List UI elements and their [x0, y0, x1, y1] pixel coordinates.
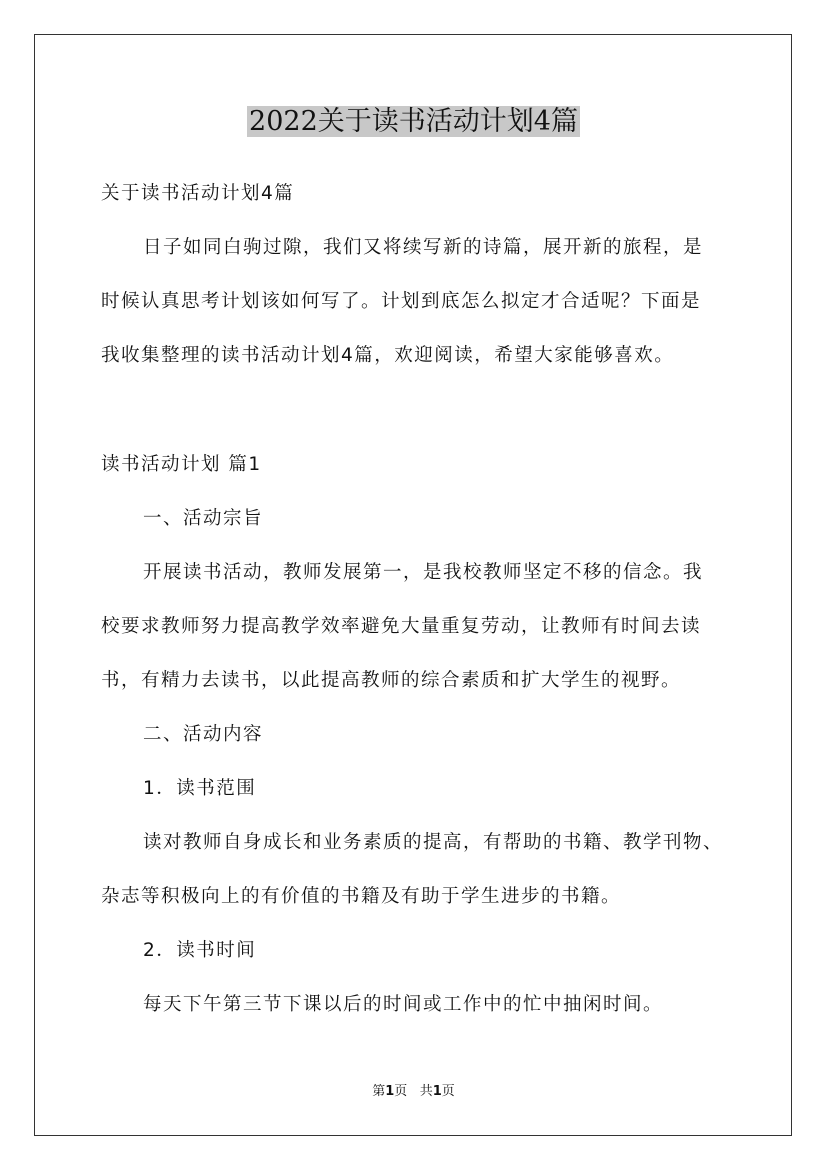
- scope-line-2: 杂志等积极向上的有价值的书籍及有助于学生进步的书籍。: [101, 886, 622, 907]
- purpose-line-3: 书，有精力去读书，以此提高教师的综合素质和扩大学生的视野。: [101, 670, 682, 691]
- total-label-pre: 共: [419, 1084, 433, 1099]
- content-heading: 二、活动内容: [143, 724, 264, 745]
- scope-heading: 1．读书范围: [143, 778, 257, 799]
- intro-line-2: 时候认真思考计划该如何写了。计划到底怎么拟定才合适呢？下面是: [101, 291, 702, 312]
- page-label-post: 页: [394, 1084, 408, 1099]
- intro-line-3: 我收集整理的读书活动计划4篇，欢迎阅读，希望大家能够喜欢。: [101, 345, 675, 366]
- purpose-line-2: 校要求教师努力提高教学效率避免大量重复劳动，让教师有时间去读: [101, 616, 702, 637]
- purpose-line-1: 开展读书活动，教师发展第一，是我校教师坚定不移的信念。我: [143, 562, 704, 583]
- subtitle: 关于读书活动计划4篇: [101, 183, 295, 204]
- document-title: 2022关于读书活动计划4篇: [249, 106, 578, 137]
- time-heading: 2．读书时间: [143, 940, 257, 961]
- purpose-heading: 一、活动宗旨: [143, 508, 264, 529]
- scope-line-1: 读对教师自身成长和业务素质的提高，有帮助的书籍、教学刊物、: [143, 832, 724, 853]
- page-label-pre: 第: [372, 1084, 386, 1099]
- total-pages: 1: [432, 1084, 442, 1099]
- document-title-block: [0, 100, 827, 144]
- intro-line-1: 日子如同白驹过隙，我们又将续写新的诗篇，展开新的旅程，是: [143, 237, 704, 258]
- page-number: 1: [385, 1084, 395, 1099]
- section-heading: 读书活动计划 篇1: [101, 454, 262, 475]
- total-label-post: 页: [441, 1084, 455, 1099]
- page-footer: [0, 1083, 827, 1101]
- time-line: 每天下午第三节下课以后的时间或工作中的忙中抽闲时间。: [143, 994, 664, 1015]
